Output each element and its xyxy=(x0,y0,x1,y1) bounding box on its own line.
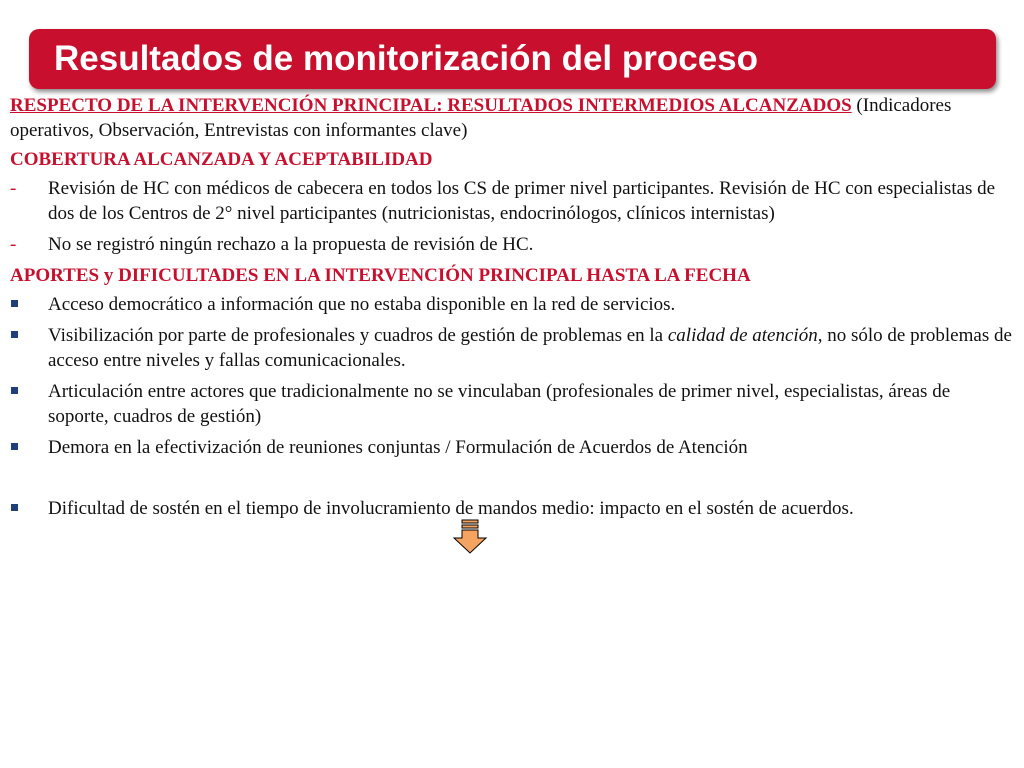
list-item-text: Dificultad de sostén en el tiempo de involucramiento de mandos medio: impacto en el sostén de acuerdos. xyxy=(48,498,854,519)
list-item xyxy=(10,379,1014,429)
coverage-list xyxy=(10,176,1014,257)
title-bar xyxy=(29,29,996,89)
dash-marker: - xyxy=(10,178,17,199)
arrow-bar-top xyxy=(462,520,478,523)
contributions-list xyxy=(10,292,1014,521)
list-item-text-italic: calidad de atención xyxy=(667,325,818,346)
list-item-text: Revisión de HC con médicos de cabecera en todos los CS de primer nivel participantes. Revisión de HC con especialistas de dos de los Centros de 2° nivel participantes (nutricionistas, endocrinólogos, clínicos internistas) xyxy=(48,178,996,224)
list-item-text: Demora en la efectivización de reuniones conjuntas / Formulación de Acuerdos de Atención xyxy=(48,437,748,458)
list-item xyxy=(10,176,1014,226)
square-bullet-icon xyxy=(11,387,18,394)
list-item-text xyxy=(48,325,1012,371)
list-item-text-before: Visibilización por parte de profesionales y cuadros de gestión de problemas en la xyxy=(48,325,668,346)
list-item-text: Articulación entre actores que tradicionalmente no se vinculaban (profesionales de primer nivel, especialistas, áreas de soporte, cuadros de gestión) xyxy=(48,381,951,427)
section-heading-contributions: APORTES y DIFICULTADES EN LA INTERVENCIÓN PRINCIPAL HASTA LA FECHA xyxy=(10,265,751,286)
list-item-text: Acceso democrático a información que no estaba disponible en la red de servicios. xyxy=(48,294,676,315)
list-item-text-after: , no sólo de problemas de acceso entre niveles y fallas comunicacionales. xyxy=(48,325,1012,371)
list-item xyxy=(10,232,1014,257)
list-item-text: No se registró ningún rechazo a la propuesta de revisión de HC. xyxy=(48,234,534,255)
slide-content xyxy=(10,93,1014,527)
list-item xyxy=(10,323,1014,373)
section-heading-coverage: COBERTURA ALCANZADA Y ACEPTABILIDAD xyxy=(10,149,433,170)
list-item xyxy=(10,292,1014,317)
list-item xyxy=(10,435,1014,460)
intro-paragraph xyxy=(10,93,1014,143)
down-arrow-icon xyxy=(452,519,488,555)
intro-heading: RESPECTO DE LA INTERVENCIÓN PRINCIPAL: RESULTADOS INTERMEDIOS ALCANZADOS xyxy=(10,95,852,116)
slide-title: Resultados de monitorización del proceso xyxy=(54,39,759,78)
square-bullet-icon xyxy=(11,300,18,307)
arrow-head xyxy=(454,530,486,553)
square-bullet-icon xyxy=(11,443,18,450)
intro-subtext: (Indicadores operativos, Observación, Entrevistas con informantes clave) xyxy=(10,95,952,141)
list-item xyxy=(10,496,1014,521)
square-bullet-icon xyxy=(11,504,18,511)
arrow-bar-middle xyxy=(462,525,478,528)
dash-marker: - xyxy=(10,234,17,255)
square-bullet-icon xyxy=(11,331,18,338)
